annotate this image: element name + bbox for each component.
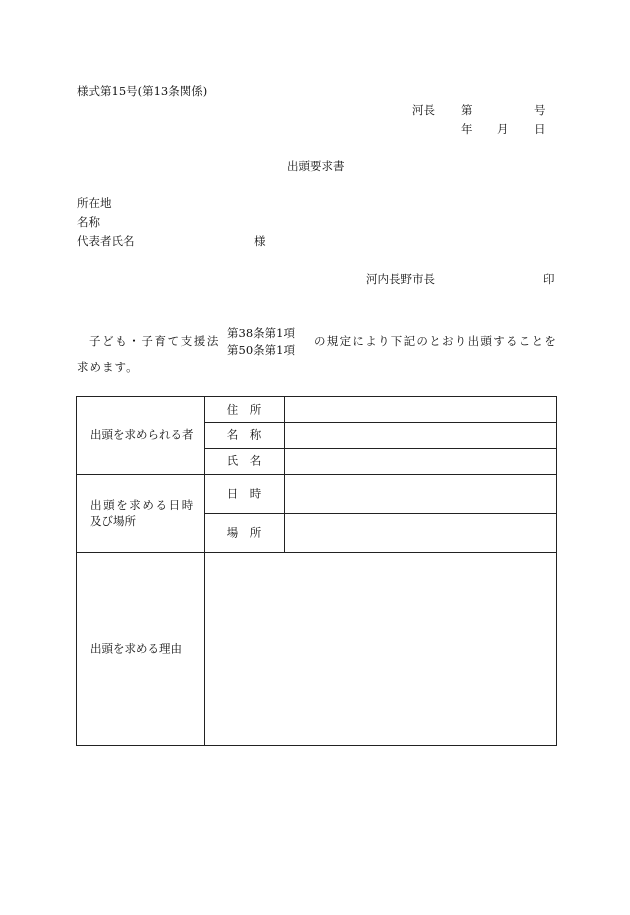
name-label: 名称 (77, 215, 100, 229)
location-label: 所在地 (77, 196, 112, 210)
representative-label: 代表者氏名 (77, 234, 135, 248)
body-line2: 求めます。 (77, 360, 139, 374)
label-person-name: 氏 名 (226, 453, 262, 468)
form-number: 様式第15号(第13条関係) (77, 84, 208, 98)
honorific: 様 (254, 234, 266, 248)
article-option-38: 第38条第1項 (227, 326, 295, 340)
row-line (204, 448, 556, 449)
seal-mark: 印 (543, 272, 555, 286)
doc-number-prefix: 河長 (412, 103, 435, 117)
row-line (204, 513, 556, 514)
doc-number-go: 号 (534, 103, 546, 117)
header-reason: 出頭を求める理由 (90, 641, 182, 656)
date-year: 年 (461, 122, 473, 136)
header-datetime-place-line2: 及び場所 (90, 514, 136, 528)
body-tail: の規定により下記のとおり出頭することを (314, 334, 558, 348)
header-summoned-person: 出頭を求められる者 (90, 427, 194, 442)
label-address: 住 所 (226, 402, 262, 417)
label-datetime: 日 時 (226, 486, 262, 501)
section-line (77, 474, 556, 475)
article-option-50: 第50条第1項 (227, 343, 295, 357)
doc-number-dai: 第 (461, 103, 473, 117)
date-day: 日 (534, 122, 546, 136)
label-place: 場 所 (226, 525, 262, 540)
body-lead: 子ども・子育て支援法 (89, 334, 220, 348)
col-divider-1 (204, 397, 205, 745)
document-title: 出頭要求書 (287, 159, 345, 173)
date-month: 月 (497, 122, 509, 136)
header-datetime-place-line1: 出頭を求める日時 (90, 498, 195, 512)
label-company-name: 名 称 (226, 427, 262, 442)
row-line (204, 422, 556, 423)
section-line (77, 552, 556, 553)
issuer-title: 河内長野市長 (366, 272, 435, 286)
request-table (76, 396, 557, 746)
